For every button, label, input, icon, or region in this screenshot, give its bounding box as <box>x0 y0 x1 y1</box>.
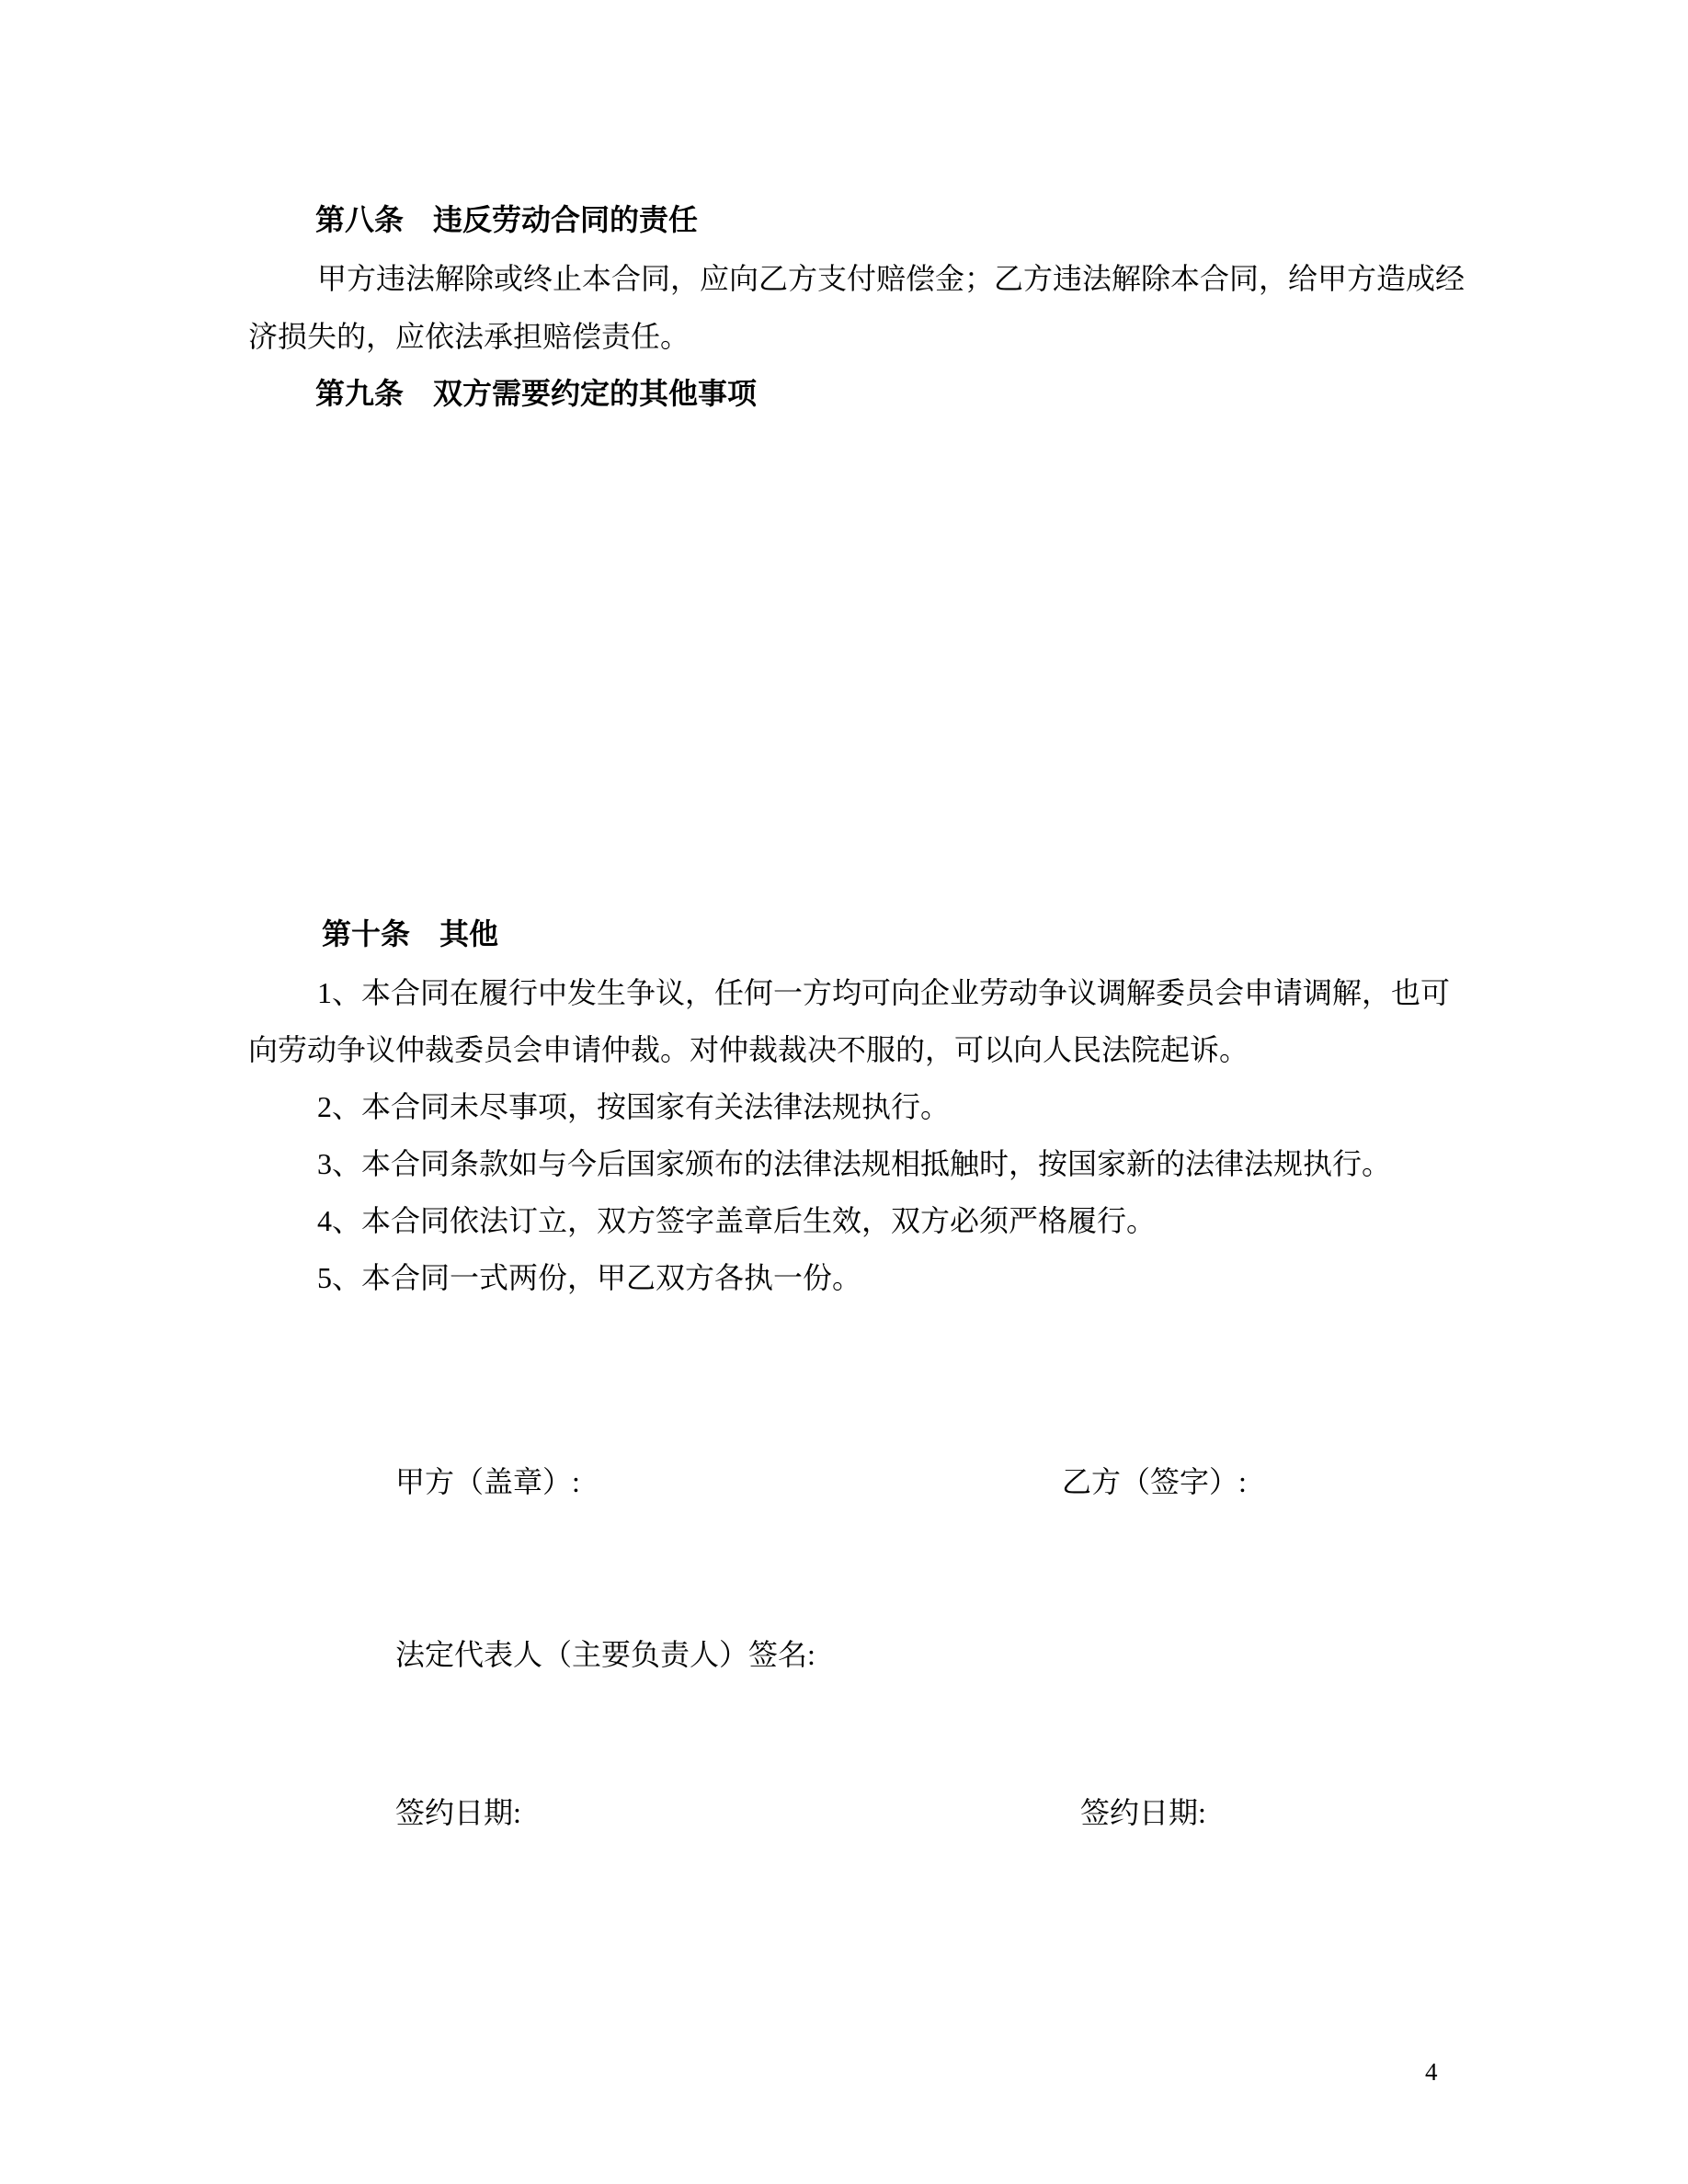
page-number: 4 <box>1425 2058 1438 2086</box>
article-10-item-2: 2、本合同未尽事项，按国家有关法律法规执行。 <box>317 1090 951 1123</box>
party-a-seal-label: 甲方（盖章）: <box>395 1465 580 1498</box>
article-8-body-line-1: 甲方违法解除或终止本合同，应向乙方支付赔偿金；乙方违法解除本合同，给甲方造成经 <box>317 262 1466 295</box>
article-10-item-3: 3、本合同条款如与今后国家颁布的法律法规相抵触时，按国家新的法律法规执行。 <box>317 1147 1392 1180</box>
article-8-heading: 第八条 违反劳动合同的责任 <box>315 203 699 236</box>
article-10-heading: 第十条 其他 <box>322 917 499 950</box>
article-10-item-5: 5、本合同一式两份，甲乙双方各执一份。 <box>317 1261 862 1294</box>
article-9-heading: 第九条 双方需要约定的其他事项 <box>315 377 758 410</box>
article-10-item-1-line-1: 1、本合同在履行中发生争议，任何一方均可向企业劳动争议调解委员会申请调解，也可 <box>317 976 1451 1009</box>
party-b-signing-date-label: 签约日期: <box>1080 1796 1206 1829</box>
legal-representative-signature-label: 法定代表人（主要负责人）签名: <box>395 1638 815 1671</box>
article-10-item-4: 4、本合同依法订立，双方签字盖章后生效，双方必须严格履行。 <box>317 1204 1157 1237</box>
article-10-item-1-line-2: 向劳动争议仲裁委员会申请仲裁。对仲裁裁决不服的，可以向人民法院起诉。 <box>248 1033 1249 1066</box>
party-a-signing-date-label: 签约日期: <box>395 1796 521 1829</box>
party-b-signature-label: 乙方（签字）: <box>1062 1465 1247 1498</box>
article-8-body-line-2: 济损失的，应依法承担赔偿责任。 <box>248 320 690 353</box>
